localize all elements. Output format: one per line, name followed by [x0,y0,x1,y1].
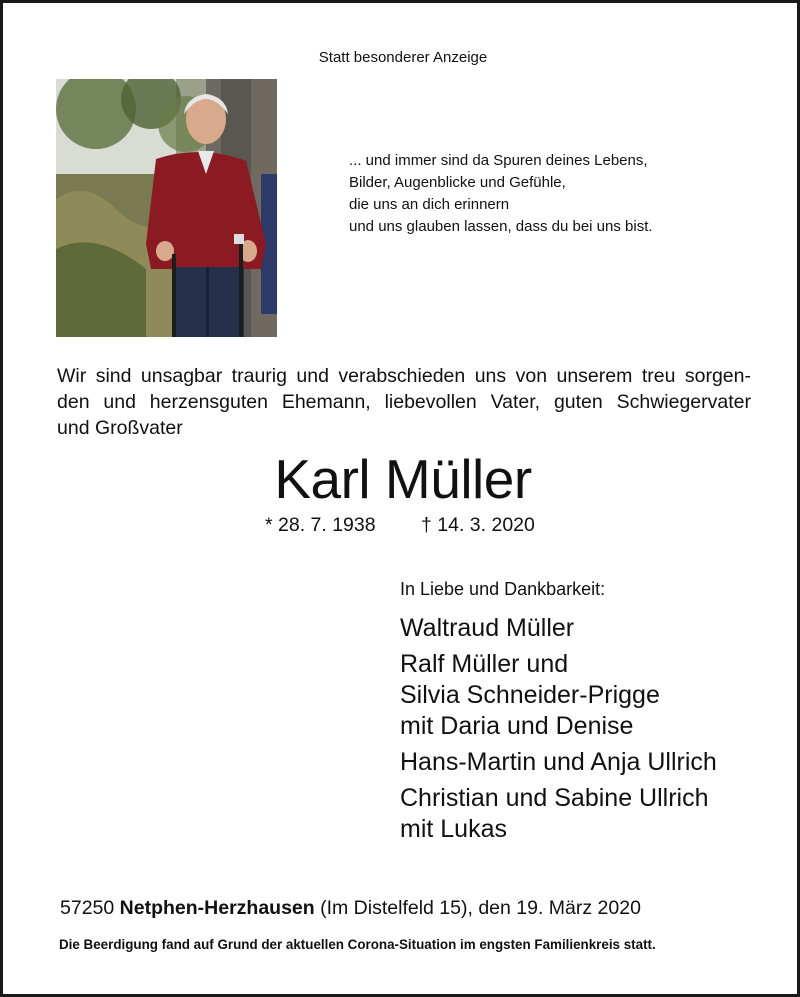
mourner-group [400,783,717,845]
poem [349,150,653,238]
mourner-line: mit Daria und Denise [400,712,634,740]
mourners-intro: In Liebe und Dankbarkeit: [400,579,606,599]
poem-line: ... und immer sind da Spuren deines Lebens, [349,152,648,169]
mourner-line: mit Lukas [400,815,507,843]
header-note: Statt besonderer Anzeige [318,49,488,66]
mourner-line: Waltraud Müller [400,614,575,642]
poem-line: Bilder, Augenblicke und Gefühle, [349,174,566,191]
intro-line: den und herzensguten Ehemann, liebevollen Vater, guten Schwiegervater [57,391,751,413]
deceased-name: Karl Müller [274,448,532,510]
mourner-group [400,649,717,742]
funeral-note: Die Beerdigung fand auf Grund der aktuellen Corona-Situation im engsten Familienkreis statt. [59,937,656,952]
intro-line: Wir sind unsagbar traurig und verabschieden uns von unserem treu sorgen- [57,365,751,387]
intro-line: und Großvater [57,417,183,439]
mourner-group [400,747,717,778]
address-town: Netphen-Herzhausen [119,897,315,919]
death-date: † 14. 3. 2020 [421,514,535,536]
mourner-line: Christian und Sabine Ullrich [400,784,709,812]
intro-text [57,363,751,441]
mourner-group [400,613,717,644]
address-street-date: (Im Distelfeld 15), den 19. März 2020 [320,897,641,919]
mourner-line: Silvia Schneider-Prigge [400,681,660,709]
mourner-line: Hans-Martin und Anja Ullrich [400,748,717,776]
address-line [60,897,641,920]
mourner-line: Ralf Müller und [400,650,569,678]
poem-line: die uns an dich erinnern [349,196,510,213]
address-postcode: 57250 [60,897,115,919]
mourners-list [400,613,717,850]
portrait-photo [56,79,277,337]
poem-line: und uns glauben lassen, dass du bei uns bist. [349,218,653,235]
birth-date: * 28. 7. 1938 [265,514,376,536]
